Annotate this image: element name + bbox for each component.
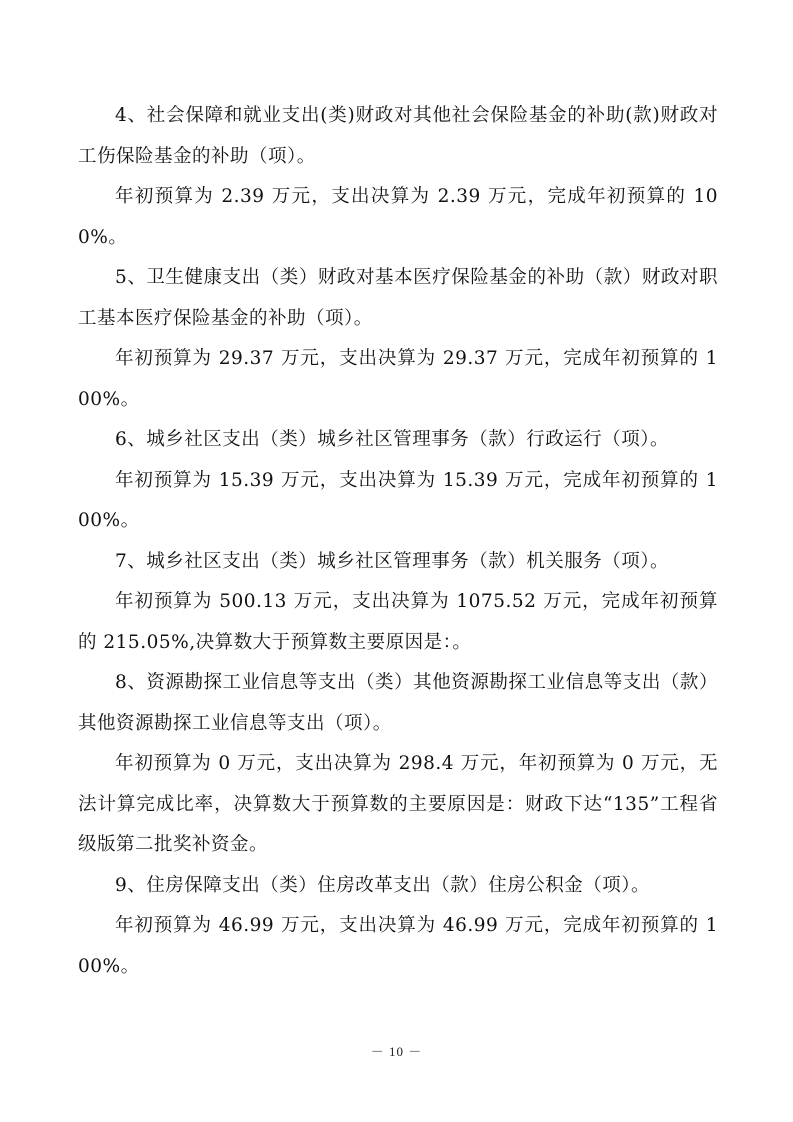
paragraph-item-9-heading: 9、住房保障支出（类）住房改革支出（款）住房公积金（项）。 bbox=[115, 874, 651, 896]
paragraph-item-5-heading: 5、卫生健康支出（类）财政对基本医疗保险基金的补助（款）财政对职工基本医疗保险基金的补助（项）。 bbox=[78, 267, 718, 329]
paragraph-item-6-budget: 年初预算为 15.39 万元，支出决算为 15.39 万元，完成年初预算的 100%。 bbox=[78, 469, 718, 531]
paragraph-item-6-heading: 6、城乡社区支出（类）城乡社区管理事务（款）行政运行（项）。 bbox=[115, 429, 670, 450]
paragraph-item-7-budget: 年初预算为 500.13 万元，支出决算为 1075.52 万元，完成年初预算的 215.05%,决算数大于预算数主要原因是：。 bbox=[78, 591, 718, 653]
paragraph-item-4-budget: 年初预算为 2.39 万元，支出决算为 2.39 万元，完成年初预算的 100%。 bbox=[78, 186, 718, 248]
paragraph-item-4-heading: 4、社会保障和就业支出(类)财政对其他社会保险基金的补助(款)财政对工伤保险基金的补助（项）。 bbox=[78, 105, 718, 167]
document-body bbox=[78, 96, 718, 987]
paragraph-item-5-budget: 年初预算为 29.37 万元，支出决算为 29.37 万元，完成年初预算的 100%。 bbox=[78, 348, 718, 410]
paragraph-item-8-budget: 年初预算为 0 万元，支出决算为 298.4 万元，年初预算为 0 万元，无法计算完成比率，决算数大于预算数的主要原因是：财政下达“135”工程省级版第二批奖补资金。 bbox=[78, 753, 718, 855]
page-number: － 10 － bbox=[370, 1044, 423, 1059]
paragraph-item-7-heading: 7、城乡社区支出（类）城乡社区管理事务（款）机关服务（项）。 bbox=[115, 550, 670, 572]
paragraph-item-8-heading: 8、资源勘探工业信息等支出（类）其他资源勘探工业信息等支出（款）其他资源勘探工业信息等支出（项）。 bbox=[78, 672, 718, 734]
paragraph-item-9-budget: 年初预算为 46.99 万元，支出决算为 46.99 万元，完成年初预算的 100%。 bbox=[78, 915, 718, 977]
